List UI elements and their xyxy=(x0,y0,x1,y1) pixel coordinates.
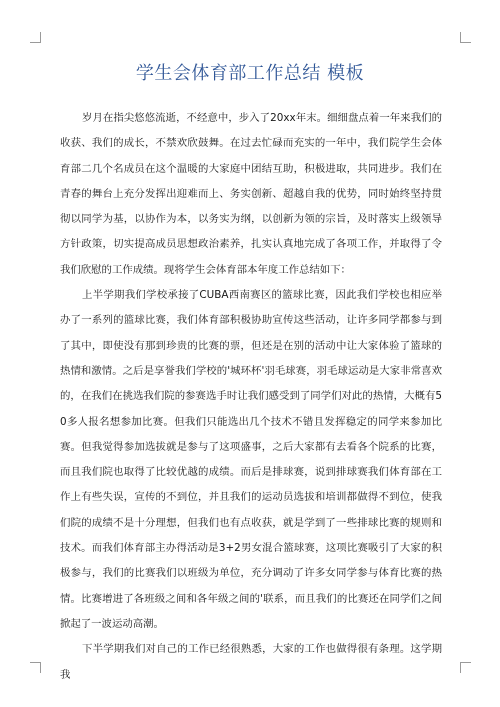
paragraph-first-semester: 上半学期我们学校承接了CUBA西南赛区的篮球比赛，因此我们学校也相应举办了一系列的篮球比赛，我们体育部积极协助宣传这些活动，让许多同学都参与到了其中，即使没有那到珍贵的比赛的票，但还是在别的活动中让大家体验了篮球的热情和激情。之后是享誉我们学校的'城环杯'羽毛球赛，羽毛球运动是大家非常喜欢的，在我们在挑选我们院的参赛选手时让我们感受到了同学们对此的热情，大概有50多人报名想参加比赛。但我们只能选出几个技术不错且发挥稳定的同学来参加比赛。但我觉得参加选拔就是参与了这项盛事，之后大家都有去看各个院系的比赛，而且我们院也取得了比较优越的成绩。而后是排球赛，说到排球赛我们体育部在工作上有些失误，宣传的不到位，并且我们的运动员选拔和培训都做得不到位，使我们院的成绩不是十分理想，但我们也有点收获，就是学到了一些排球比赛的规则和技术。而我们体育部主办得活动是3+2男女混合篮球赛，这项比赛吸引了大家的积极参与，我们的比赛我们以班级为单位，充分调动了许多女同学参与体育比赛的热情。比赛增进了各班级之间和各年级之间的'联系，而且我们的比赛还在同学们之间掀起了一波运动高潮。 xyxy=(60,289,442,630)
document-title: 学生会体育部工作总结 模板 xyxy=(135,63,365,84)
paragraph-second-semester: 下半学期我们对自己的工作已经很熟悉，大家的工作也做得很有条理。这学期我 xyxy=(60,643,442,681)
paragraph-intro: 岁月在指尖悠悠流逝，不经意中，步入了20xx年末。细细盘点着一年来我们的收获、我们的成长，不禁欢欣鼓舞。在过去忙碌而充实的一年中，我们院学生会体育部二几个名成员在这个温暖的大家庭中团结互助，积极进取，共同进步。我们在青春的舞台上充分发挥出迎难而上、务实创新、超越自我的优势，同时始终坚持贯彻以同学为基，以协作为本，以务实为纲，以创新为领的宗旨，及时落实上级领导方针政策，切实提高成员思想政治素养，扎实认真地完成了各项工作，并取得了令我们欣慰的工作成绩。现将学生会体育部本年度工作总结如下： xyxy=(60,112,442,276)
document-body xyxy=(60,106,442,688)
crop-mark-bottom-right xyxy=(460,662,471,673)
crop-mark-bottom-left xyxy=(30,662,41,673)
crop-mark-top-left xyxy=(30,32,41,43)
crop-mark-top-right xyxy=(460,32,471,43)
